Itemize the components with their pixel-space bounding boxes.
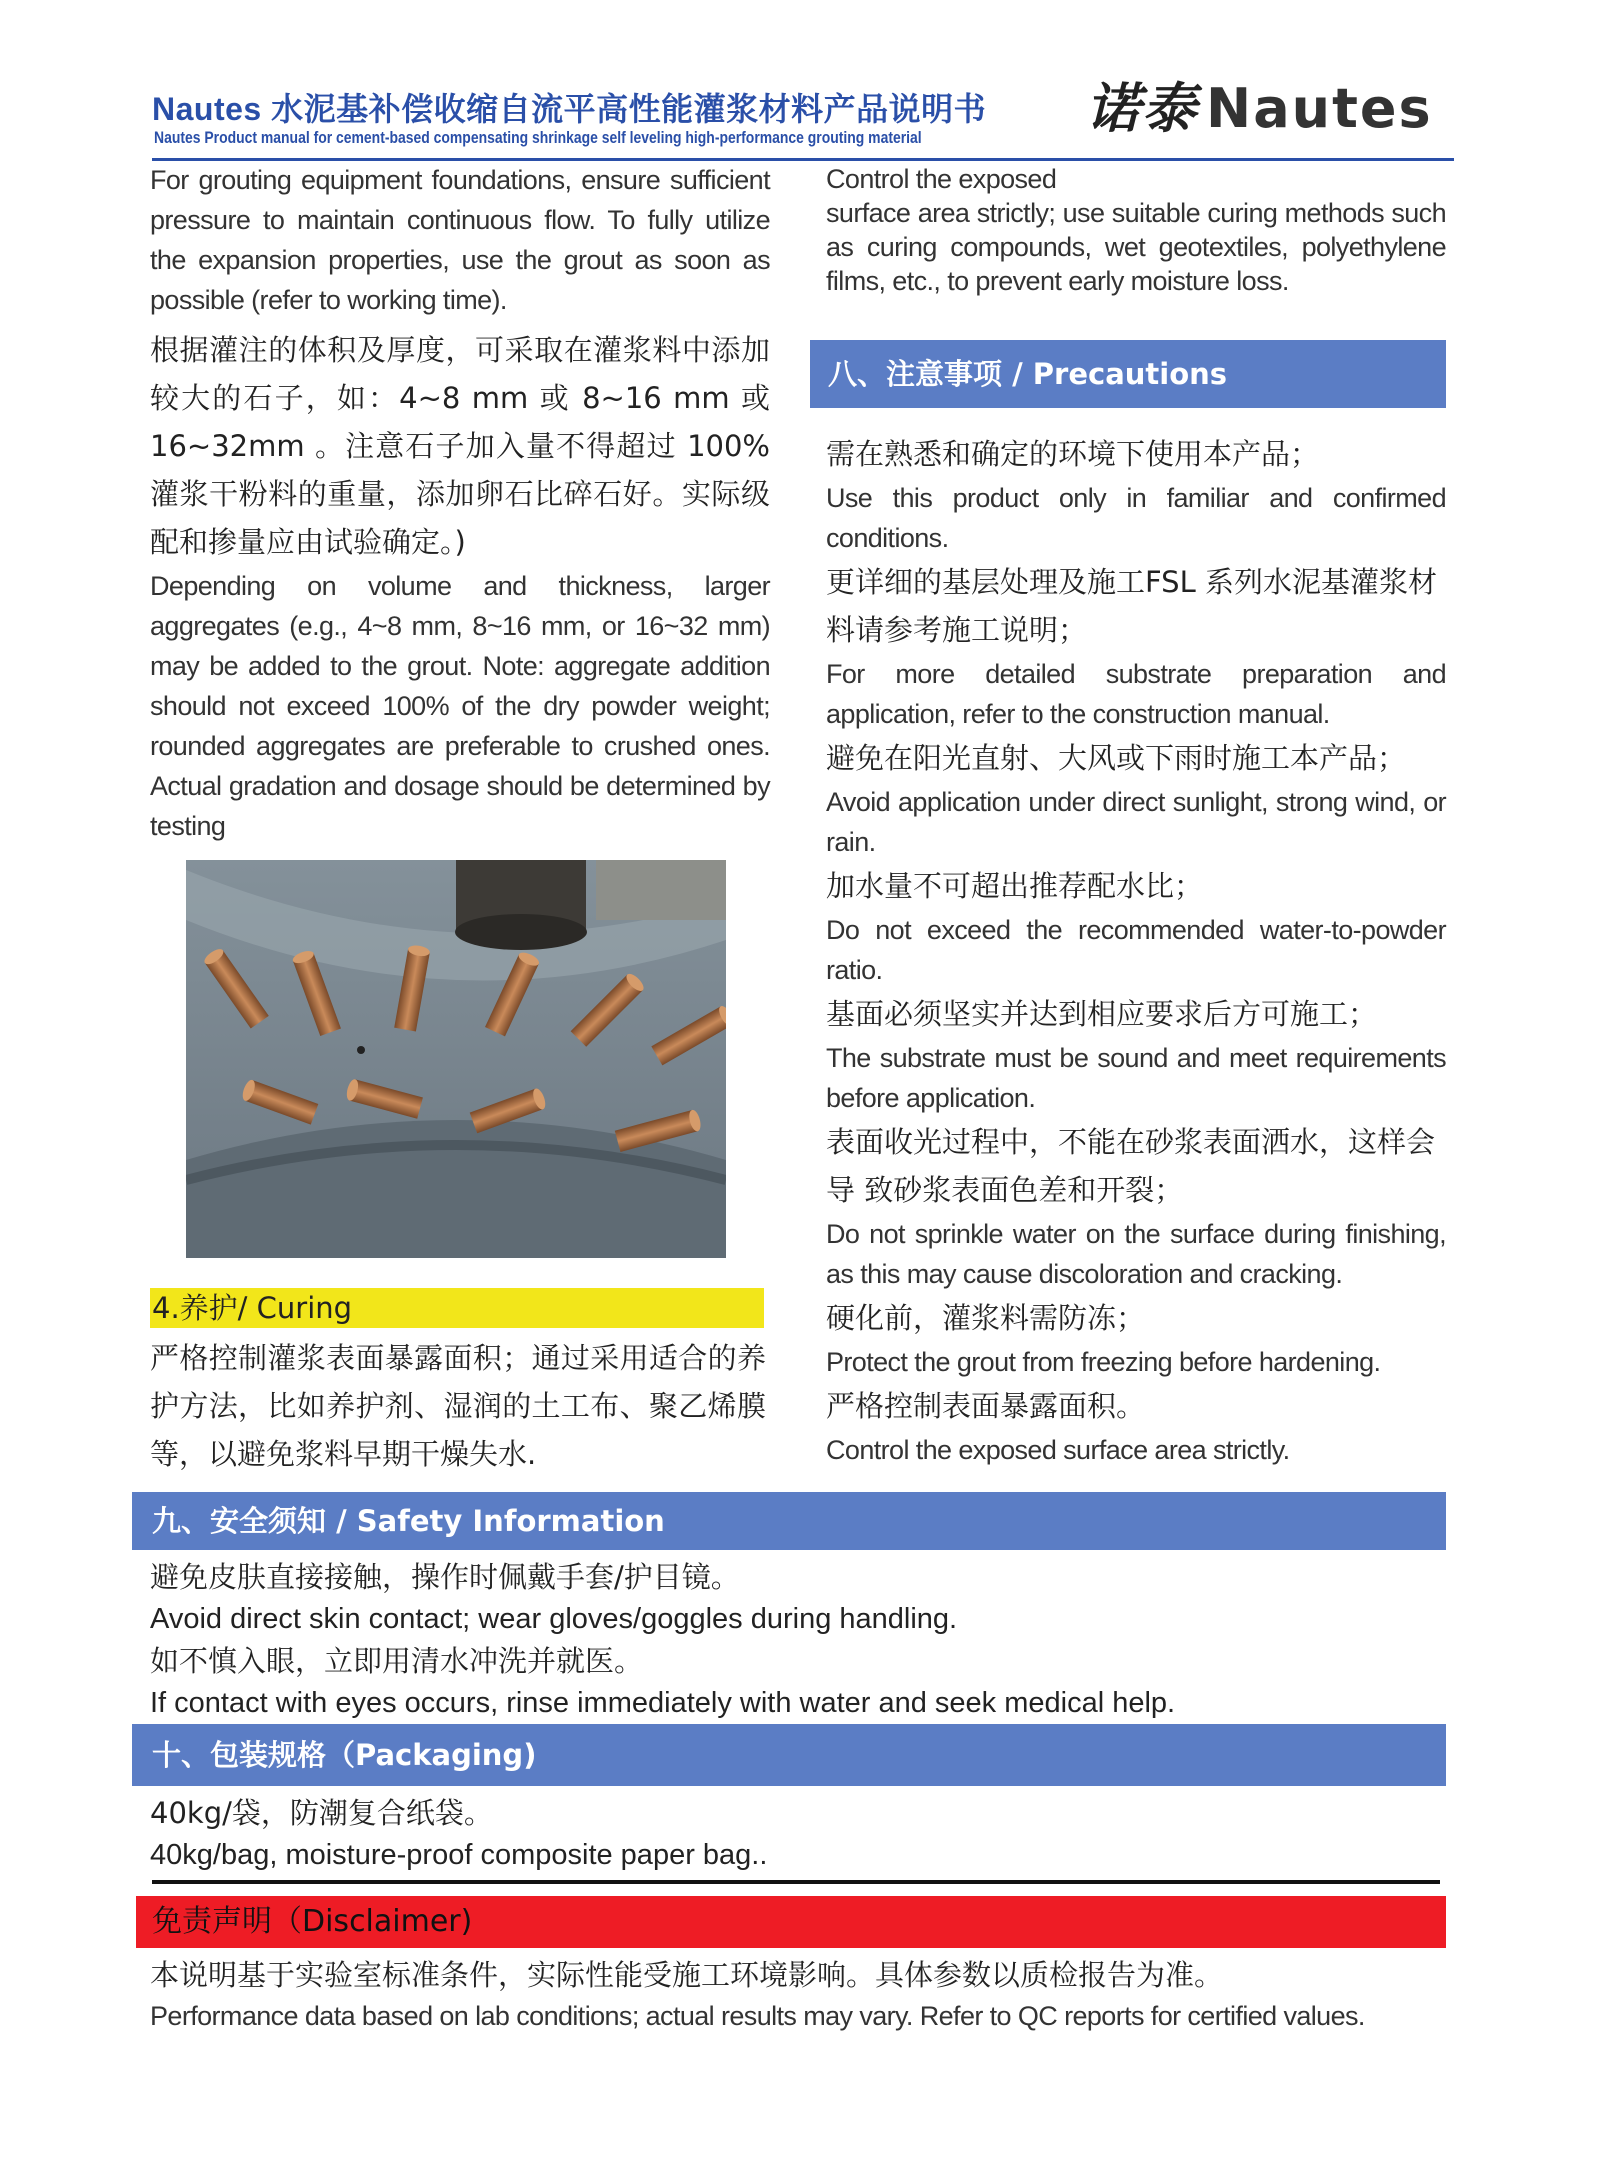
safety-text-block — [150, 1556, 1450, 1724]
precaution-en: Use this product only in familiar and confirmed conditions. — [826, 483, 1446, 553]
brand-logo — [1086, 76, 1433, 140]
curing-text-cn: 严格控制灌浆表面暴露面积；通过采用适合的养护方法，比如养护剂、湿润的土工布、聚乙烯膜等，以避免浆料早期干燥失水. — [150, 1341, 766, 1471]
packaging-section-bar: 十、包装规格（Packaging) — [132, 1724, 1446, 1786]
disclaimer-text-block — [150, 1954, 1450, 2036]
precaution-cn: 需在熟悉和确定的环境下使用本产品； — [826, 437, 1320, 471]
precaution-item — [826, 862, 1446, 990]
packaging-text-block — [150, 1792, 1450, 1876]
disclaimer-text-en: Performance data based on lab conditions; actual results may vary. Refer to QC reports for certified values. — [150, 2001, 1365, 2031]
precaution-item — [826, 430, 1446, 558]
left-column — [150, 160, 770, 846]
precaution-item — [826, 1118, 1446, 1294]
precaution-cn: 基面必须坚实并达到相应要求后方可施工； — [826, 997, 1378, 1031]
disclaimer-text-cn: 本说明基于实验室标准条件，实际性能受施工环境影响。具体参数以质检报告为准。 — [150, 1958, 1224, 1992]
disclaimer-divider — [152, 1880, 1440, 1884]
curing-text-block — [150, 1334, 766, 1478]
precaution-cn: 表面收光过程中，不能在砂浆表面洒水，这样会导 致砂浆表面色差和开裂； — [826, 1125, 1436, 1207]
exposure-control-lead: Control the exposed — [826, 164, 1057, 194]
logo-cn-text: 诺泰 — [1086, 76, 1198, 140]
aggregate-paragraph-cn: 根据灌注的体积及厚度，可采取在灌浆料中添加较大的石子，如：4~8 mm 或 8~16 mm 或 16~32mm 。注意石子加入量不得超过 100%灌浆干粉料的重量，添加卵石比碎石好。实际级配和掺量应由试验确定。) — [150, 333, 770, 559]
precaution-cn: 硬化前，灌浆料需防冻； — [826, 1301, 1146, 1335]
exposure-control-text: surface area strictly; use suitable curing methods such as curing compounds, wet geotextiles, polyethylene films, etc., to prevent early moisture loss. — [826, 198, 1446, 296]
precaution-en: Protect the grout from freezing before hardening. — [826, 1347, 1381, 1377]
precautions-list — [826, 430, 1446, 1470]
precaution-item — [826, 734, 1446, 862]
safety-section-bar: 九、安全须知 / Safety Information — [132, 1492, 1446, 1550]
disclaimer-section-bar: 免责声明（Disclaimer) — [136, 1896, 1446, 1948]
precaution-cn: 严格控制表面暴露面积。 — [826, 1389, 1146, 1423]
safety-line-en: Avoid direct skin contact; wear gloves/goggles during handling. — [150, 1603, 958, 1635]
precautions-section-bar: 八、注意事项 / Precautions — [810, 340, 1446, 408]
safety-line-cn: 如不慎入眼，立即用清水冲洗并就医。 — [150, 1644, 644, 1678]
precaution-item — [826, 558, 1446, 734]
grouting-photo — [186, 860, 726, 1258]
document-title: Nautes 水泥基补偿收缩自流平高性能灌浆材料产品说明书 — [152, 91, 987, 127]
curing-heading: 4.养护/ Curing — [150, 1288, 764, 1328]
precaution-en: Do not sprinkle water on the surface during finishing, as this may cause discoloration and cracking. — [826, 1219, 1446, 1289]
precaution-en: For more detailed substrate preparation and application, refer to the construction manual. — [826, 659, 1446, 729]
precaution-en: Avoid application under direct sunlight, strong wind, or rain. — [826, 787, 1446, 857]
safety-line-cn: 避免皮肤直接接触，操作时佩戴手套/护目镜。 — [150, 1560, 740, 1594]
grouting-photo-illustration — [186, 860, 726, 1258]
packaging-line-en: 40kg/bag, moisture-proof composite paper bag.. — [150, 1839, 768, 1871]
right-column-top — [826, 162, 1446, 298]
grouting-pressure-paragraph: For grouting equipment foundations, ensure sufficient pressure to maintain continuous flow. To fully utilize the expansion properties, use the grout as soon as possible (refer to working time). — [150, 165, 770, 315]
document-subtitle: Nautes Product manual for cement-based compensating shrinkage self leveling high-performance grouting material — [154, 128, 922, 147]
precaution-cn: 更详细的基层处理及施工FSL 系列水泥基灌浆材料请参考施工说明； — [826, 565, 1437, 647]
precaution-cn: 加水量不可超出推荐配水比； — [826, 869, 1204, 903]
logo-en-text: Nautes — [1206, 77, 1433, 140]
precaution-item — [826, 1294, 1446, 1382]
precaution-cn: 避免在阳光直射、大风或下雨时施工本产品； — [826, 741, 1407, 775]
aggregate-paragraph-en: Depending on volume and thickness, larger aggregates (e.g., 4~8 mm, 8~16 mm, or 16~32 mm) may be added to the grout. Note: aggregate addition should not exceed 100% of the dry powder weight; rounded aggregates are preferable to crushed ones. Actual gradation and dosage should be determined by testing — [150, 571, 770, 841]
precaution-en: The substrate must be sound and meet requirements before application. — [826, 1043, 1446, 1113]
precaution-item — [826, 990, 1446, 1118]
safety-line-en: If contact with eyes occurs, rinse immediately with water and seek medical help. — [150, 1687, 1176, 1719]
precaution-en: Do not exceed the recommended water-to-powder ratio. — [826, 915, 1446, 985]
packaging-line-cn: 40kg/袋，防潮复合纸袋。 — [150, 1796, 493, 1830]
precaution-en: Control the exposed surface area strictly. — [826, 1435, 1290, 1465]
precaution-item — [826, 1382, 1446, 1470]
